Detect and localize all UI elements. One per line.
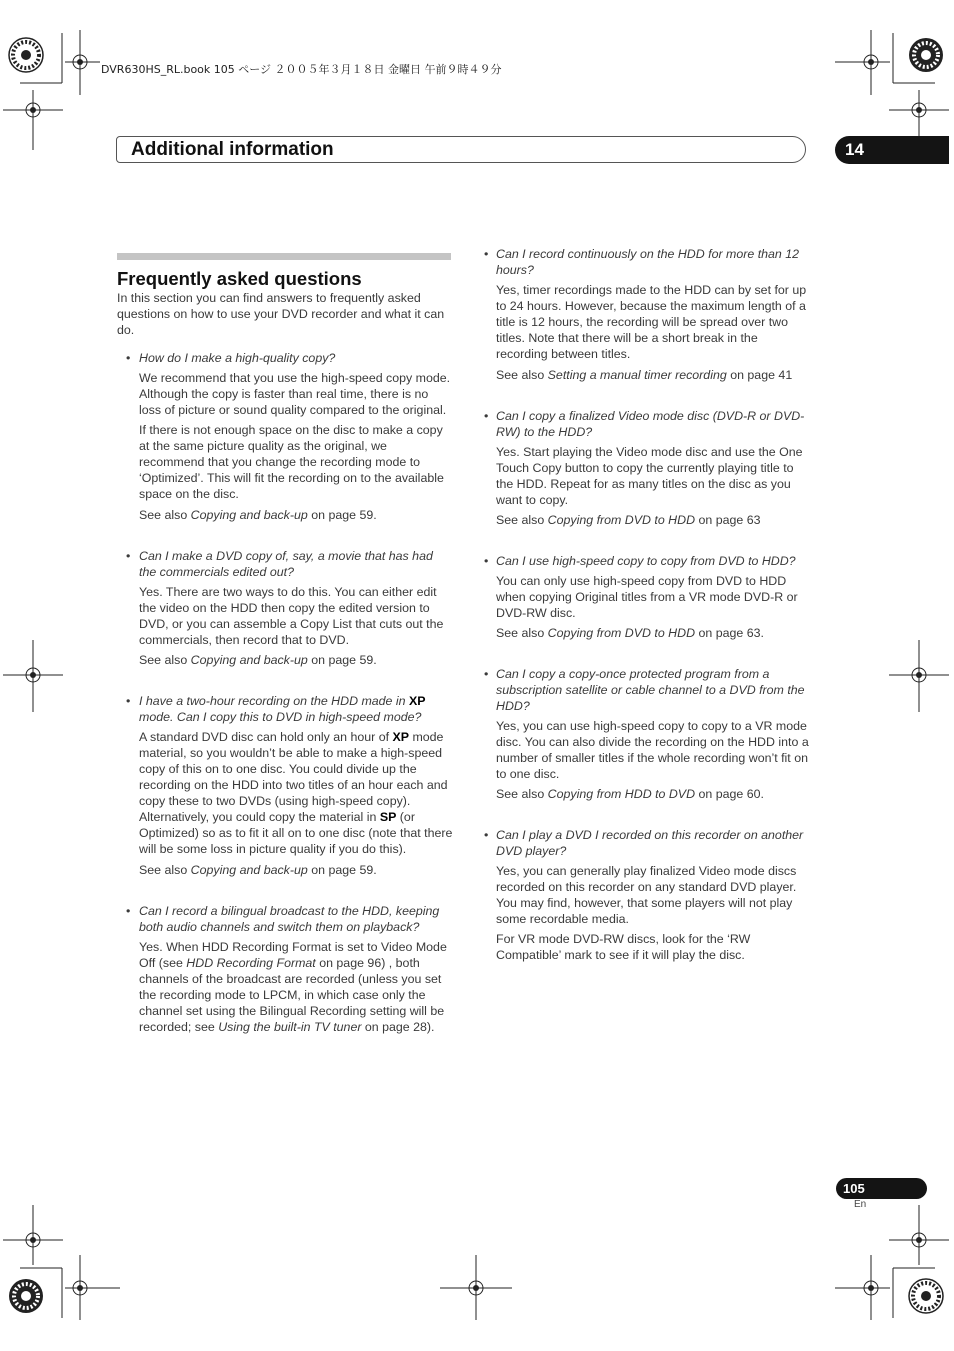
bullet-icon: •: [126, 549, 131, 563]
section-rule: [117, 253, 451, 260]
section-intro: In this section you can find answers to frequently asked questions on how to use your DVD recorder and what it can do.: [117, 291, 445, 337]
faq-answer: Yes, you can use high-speed copy to copy to a VR mode disc. You can also divide the recording on the HDD into a number of smaller titles if the whole recording won’t fit on to one disc.: [496, 719, 809, 781]
right-column: [484, 246, 810, 963]
mode-label: SP: [379, 810, 397, 824]
faq-item: [484, 553, 810, 641]
faq-answer: For VR mode DVD-RW discs, look for the ‘RW Compatible’ mark to see if it will play the disc.: [496, 932, 751, 962]
faq-answer: Yes. Start playing the Video mode disc and use the One Touch Copy button to copy the currently playing title to the HDD. Repeat for as many titles on the disc as you want to copy.: [496, 445, 803, 507]
cross-reference: Copying and back-up: [190, 508, 308, 522]
file-header: DVR630HS_RL.book 105 ページ ２００５年３月１８日 金曜日 午前９時４９分: [101, 63, 502, 76]
chapter-header-bar: [116, 136, 806, 163]
bullet-icon: •: [126, 351, 131, 365]
faq-question: How do I make a high-quality copy?: [139, 351, 336, 365]
faq-question: Can I use high-speed copy to copy from DVD to HDD?: [496, 554, 796, 568]
cross-reference: Copying and back-up: [190, 863, 308, 877]
bullet-icon: •: [484, 409, 489, 423]
faq-item: [117, 350, 453, 523]
faq-answer: You can only use high-speed copy from DVD to HDD when copying Original titles from a VR mode DVD-R or DVD-RW disc.: [496, 574, 798, 620]
mode-label: XP: [408, 694, 426, 708]
faq-question: I have a two-hour recording on the HDD made in XP mode. Can I copy this to DVD in high-speed mode?: [139, 694, 426, 724]
bullet-icon: •: [126, 694, 131, 708]
bullet-icon: •: [484, 247, 489, 261]
mode-label: XP: [392, 730, 410, 744]
faq-answer: A standard DVD disc can hold only an hour of XP mode material, so you wouldn’t be able to make a high-speed copy of this on to one disc. You could divide up the recording on the HDD into two titles of an hour each and copy these to two DVDs (using high-speed copy). Alternatively, you could copy the material in SP (or Optimized) so as to fit it all on to one disc (note that there will be some loss in picture quality if you do this).: [139, 730, 453, 856]
page-number-tab: 105: [836, 1178, 927, 1199]
cross-reference: Using the built-in TV tuner: [218, 1020, 362, 1034]
faq-question: Can I make a DVD copy of, say, a movie that has had the commercials edited out?: [139, 549, 433, 579]
faq-answer: Yes. There are two ways to do this. You can either edit the video on the HDD then copy the edited version to DVD, or you can assemble a Copy List that cuts out the commercials, then record that to DVD.: [139, 585, 444, 647]
faq-answer: We recommend that you use the high-speed copy mode. Although the copy is faster than real time, there is no loss of picture or sound quality compared to the original.: [139, 371, 451, 417]
section-title: Frequently asked questions: [117, 268, 362, 289]
left-column: [117, 253, 453, 1035]
faq-question: Can I record a bilingual broadcast to the HDD, keeping both audio channels and switch them on playback?: [139, 904, 440, 934]
cross-reference: Setting a manual timer recording: [547, 368, 727, 382]
bullet-icon: •: [484, 667, 489, 681]
faq-see-also: See also Copying and back-up on page 59.: [139, 653, 377, 667]
cross-reference: Copying from DVD to HDD: [547, 626, 696, 640]
cross-reference: HDD Recording Format: [186, 956, 316, 970]
bullet-icon: •: [126, 904, 131, 918]
faq-see-also: See also Copying from DVD to HDD on page 63.: [496, 626, 764, 640]
header-title: Additional information: [131, 139, 334, 160]
faq-answer: Yes. When HDD Recording Format is set to Video Mode Off (see HDD Recording Format on page 96) , both channels of the broadcast are recorded (unless you set the recording mode to LPCM, in which case only the channel set using the Bilingual Recording setting will be recorded; see Using the built-in TV tuner on page 28).: [139, 940, 447, 1034]
cross-reference: Copying from HDD to DVD: [547, 787, 696, 801]
faq-see-also: See also Copying and back-up on page 59.: [139, 863, 377, 877]
faq-see-also: See also Copying from HDD to DVD on page 60.: [496, 787, 764, 801]
page-language: En: [854, 1199, 867, 1210]
faq-answer: Yes, timer recordings made to the HDD can by set for up to 24 hours. However, because the maximum length of a title is 12 hours, the recording will be spread over two titles. Note that there will be a short break in the recording between titles.: [496, 283, 807, 361]
cross-reference: Copying and back-up: [190, 653, 308, 667]
faq-item: [484, 246, 810, 383]
faq-item: [117, 548, 453, 668]
faq-question: Can I copy a finalized Video mode disc (DVD-R or DVD-RW) to the HDD?: [496, 409, 805, 439]
bullet-icon: •: [484, 554, 489, 568]
faq-item: [484, 827, 810, 963]
chapter-number-tab: 14: [835, 136, 949, 164]
faq-see-also: See also Copying and back-up on page 59.: [139, 508, 377, 522]
faq-item: [117, 903, 453, 1035]
bullet-icon: •: [484, 828, 489, 842]
cross-reference: Copying from DVD to HDD: [547, 513, 696, 527]
faq-item: [484, 666, 810, 802]
faq-question: Can I record continuously on the HDD for more than 12 hours?: [496, 247, 800, 277]
faq-question: Can I play a DVD I recorded on this recorder on another DVD player?: [496, 828, 804, 858]
faq-see-also: See also Copying from DVD to HDD on page 63: [496, 513, 761, 527]
faq-question: Can I copy a copy-once protected program from a subscription satellite or cable channel to a DVD from the HDD?: [496, 667, 805, 713]
faq-see-also: See also Setting a manual timer recording on page 41: [496, 368, 793, 382]
faq-answer: Yes, you can generally play finalized Video mode discs recorded on this recorder on any standard DVD player. You may find, however, that some players will not play some recordable media.: [496, 864, 797, 926]
faq-item: [117, 693, 453, 878]
faq-item: [484, 408, 810, 528]
faq-answer: If there is not enough space on the disc to make a copy at the same picture quality as the original, we recommend that you change the recording mode to ‘Optimized’. This will fit the recording on to the available space on the disc.: [139, 423, 444, 501]
